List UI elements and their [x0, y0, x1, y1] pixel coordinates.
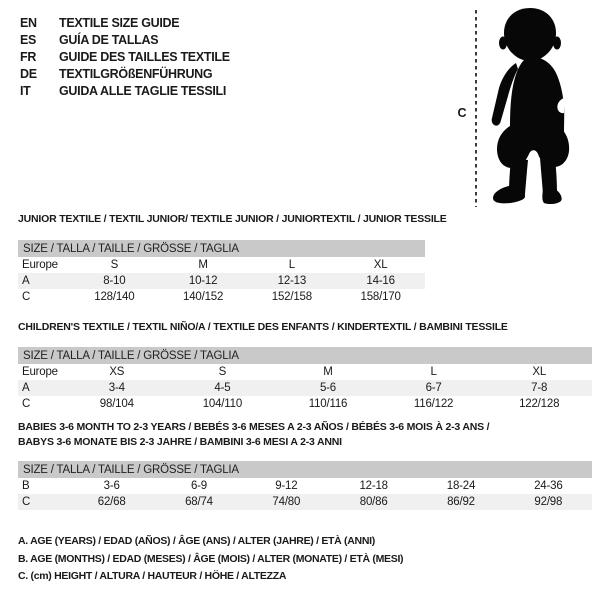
size-cell: 158/170	[360, 291, 401, 303]
lang-label: GUIDE DES TAILLES TEXTILE	[59, 50, 230, 64]
table-row	[18, 396, 592, 412]
size-cell: M	[323, 366, 333, 378]
lang-code: EN	[20, 16, 37, 30]
row-label: Europe	[22, 259, 58, 271]
size-cell: 92/98	[505, 494, 592, 510]
table-row	[18, 380, 592, 396]
children-table-title: CHILDREN'S TEXTILE / TEXTIL NIÑO/A / TEXTILE DES ENFANTS / KINDERTEXTIL / BAMBINI TESSILE	[18, 321, 508, 333]
table-row	[18, 478, 592, 494]
table-row	[18, 494, 592, 510]
size-cell: 12-13	[248, 273, 337, 289]
babies-table-title-line2: BABYS 3-6 MONATE BIS 2-3 JAHRE / BAMBINI 3-6 MESI A 2-3 ANNI	[18, 436, 342, 448]
size-cell: S	[110, 259, 119, 271]
children-size-table	[18, 347, 592, 412]
size-cell: 5-6	[275, 380, 381, 396]
lang-code: IT	[20, 84, 31, 98]
size-cell: 3-4	[64, 380, 170, 396]
lang-row-fr	[20, 49, 230, 66]
table-row	[18, 273, 425, 289]
lang-row-es	[20, 32, 230, 49]
size-cell: L	[430, 366, 437, 378]
size-cell: XL	[373, 259, 388, 271]
lang-code: FR	[20, 50, 37, 64]
size-cell: 4-5	[170, 380, 276, 396]
lang-code: DE	[20, 67, 37, 81]
size-cell: 110/116	[308, 398, 348, 410]
size-cell: 98/104	[99, 398, 134, 410]
lang-code: ES	[20, 33, 37, 47]
row-label: B	[22, 480, 30, 492]
lang-label: TEXTILGRÖßENFÜHRUNG	[59, 67, 213, 81]
size-header-bar: SIZE / TALLA / TAILLE / GRÖSSE / TAGLIA	[18, 347, 592, 364]
size-cell: 8-10	[70, 273, 159, 289]
size-header-row	[18, 240, 425, 257]
size-cell: 140/152	[183, 291, 224, 303]
size-header-row	[18, 347, 592, 364]
footnote-legend	[18, 533, 403, 586]
size-cell: L	[288, 259, 295, 271]
lang-label: GUIDA ALLE TAGLIE TESSILI	[59, 84, 227, 98]
size-cell: 152/158	[271, 291, 312, 303]
babies-table-title-line1: BABIES 3-6 MONTH TO 2-3 YEARS / BEBÉS 3-6 MESES A 2-3 AÑOS / BÉBÉS 3-6 MOIS À 2-3 ANS /	[18, 421, 490, 433]
size-cell: 62/68	[68, 494, 155, 510]
size-cell: XL	[532, 366, 547, 378]
table-row	[18, 289, 425, 305]
size-cell: XS	[109, 366, 125, 378]
toddler-figure	[450, 0, 600, 215]
row-label: C	[22, 398, 31, 410]
size-cell: 6-7	[381, 380, 487, 396]
size-cell: 80/86	[330, 494, 417, 510]
size-cell: 10-12	[159, 273, 248, 289]
size-cell: 68/74	[155, 494, 242, 510]
table-row	[18, 257, 425, 273]
size-cell: 9-12	[275, 480, 298, 492]
language-title-list	[20, 15, 230, 100]
junior-table-title: JUNIOR TEXTILE / TEXTIL JUNIOR/ TEXTILE JUNIOR / JUNIORTEXTIL / JUNIOR TESSILE	[18, 213, 447, 225]
size-header-bar: SIZE / TALLA / TAILLE / GRÖSSE / TAGLIA	[18, 240, 425, 257]
size-header-row	[18, 461, 592, 478]
size-cell: S	[218, 366, 227, 378]
size-cell: 128/140	[94, 291, 135, 303]
lang-row-it	[20, 83, 230, 100]
size-cell: 14-16	[336, 273, 425, 289]
size-cell: 18-24	[446, 480, 476, 492]
size-cell: M	[198, 259, 208, 271]
lang-row-en	[20, 15, 230, 32]
height-measure-label: C	[457, 106, 467, 120]
size-cell: 7-8	[486, 380, 592, 396]
babies-size-table	[18, 461, 592, 510]
lang-row-de	[20, 66, 230, 83]
size-cell: 3-6	[103, 480, 120, 492]
footnote-age-years: A. AGE (YEARS) / EDAD (AÑOS) / ÂGE (ANS) / ALTER (JAHRE) / ETÀ (ANNI)	[18, 535, 375, 547]
size-cell: 12-18	[359, 480, 388, 492]
table-row	[18, 364, 592, 380]
size-cell: 24-36	[534, 480, 563, 492]
junior-size-table	[18, 240, 425, 305]
row-label: C	[18, 494, 68, 510]
size-cell: 6-9	[190, 480, 207, 492]
row-label: C	[22, 291, 31, 303]
footnote-age-months: B. AGE (MONTHS) / EDAD (MESES) / ÂGE (MOIS) / ALTER (MONATE) / ETÀ (MESI)	[18, 552, 404, 565]
size-header-bar: SIZE / TALLA / TAILLE / GRÖSSE / TAGLIA	[18, 461, 592, 478]
size-cell: 122/128	[519, 398, 560, 410]
lang-label: TEXTILE SIZE GUIDE	[59, 16, 180, 30]
row-label: A	[18, 380, 64, 396]
size-cell: 86/92	[417, 494, 504, 510]
row-label: A	[18, 273, 70, 289]
toddler-silhouette-icon	[450, 0, 600, 215]
size-cell: 116/122	[413, 398, 454, 410]
size-cell: 104/110	[202, 398, 243, 410]
size-cell: 74/80	[243, 494, 330, 510]
lang-label: GUÍA DE TALLAS	[59, 33, 159, 47]
row-label: Europe	[22, 366, 58, 378]
footnote-height: C. (cm) HEIGHT / ALTURA / HAUTEUR / HÖHE / ALTEZZA	[18, 570, 287, 582]
